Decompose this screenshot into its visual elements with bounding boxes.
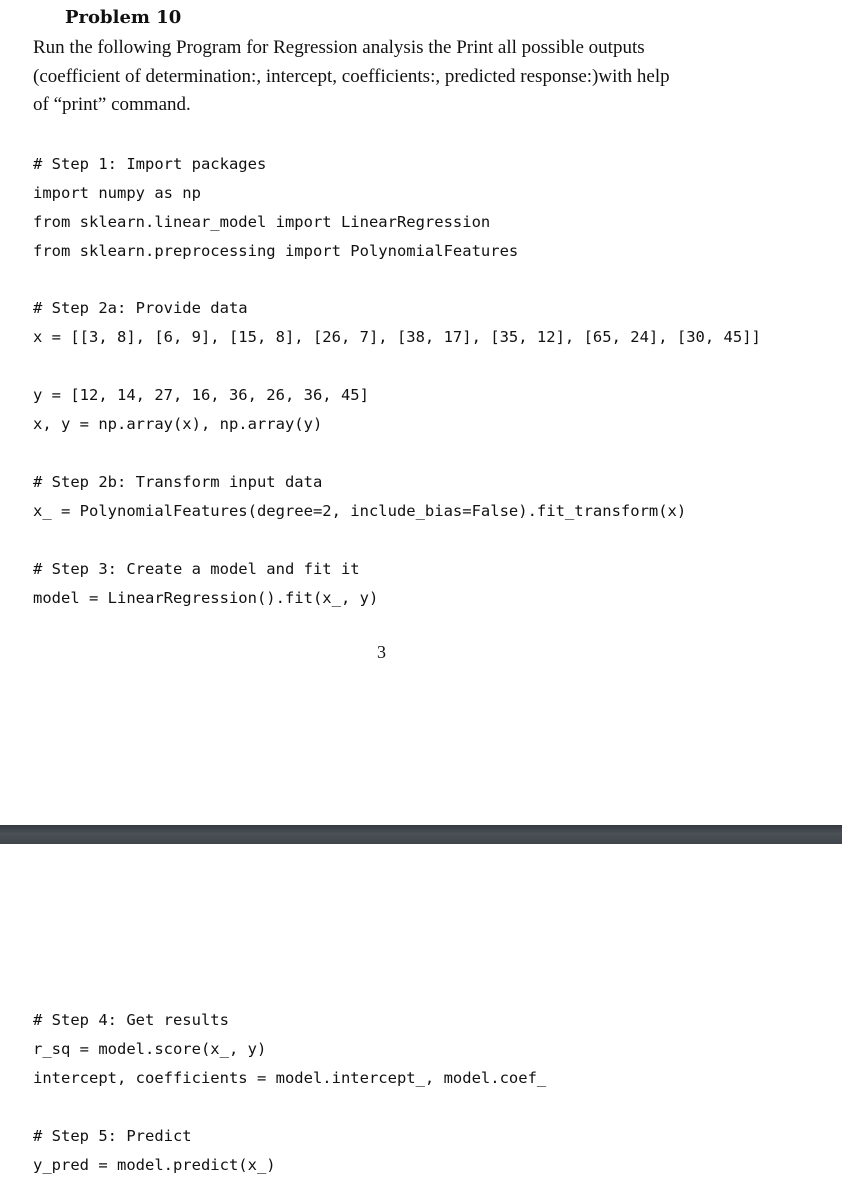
- page-bottom: [0, 844, 842, 1188]
- code-step2b: [33, 468, 686, 526]
- page-number: 3: [377, 642, 386, 662]
- code-comment: # Step 1: Import packages: [33, 155, 267, 173]
- code-line: model = LinearRegression().fit(x_, y): [33, 589, 379, 607]
- code-line: x_ = PolynomialFeatures(degree=2, include_bias=False).fit_transform(x): [33, 502, 687, 520]
- code-line: x = [[3, 8], [6, 9], [15, 8], [26, 7], [38, 17], [35, 12], [65, 24], [30, 45]]: [33, 328, 761, 346]
- code-step1: [33, 150, 518, 266]
- code-step4: [33, 1006, 546, 1093]
- code-line: intercept, coefficients = model.intercept_, model.coef_: [33, 1069, 547, 1087]
- code-line: y = [12, 14, 27, 16, 36, 26, 36, 45]: [33, 386, 369, 404]
- code-line: from sklearn.linear_model import LinearRegression: [33, 213, 491, 231]
- code-step2a: [33, 294, 761, 352]
- code-step2a-cont: [33, 381, 369, 439]
- code-comment: # Step 2a: Provide data: [33, 299, 248, 317]
- instruction-line: Run the following Program for Regression analysis the Print all possible outputs: [33, 37, 645, 58]
- code-line: r_sq = model.score(x_, y): [33, 1040, 267, 1058]
- page-separator: [0, 825, 842, 844]
- code-comment: # Step 2b: Transform input data: [33, 473, 323, 491]
- code-comment: # Step 4: Get results: [33, 1011, 229, 1029]
- code-step3: [33, 555, 378, 613]
- code-line: import numpy as np: [33, 184, 201, 202]
- instruction-line: (coefficient of determination:, intercept, coefficients:, predicted response:)with help: [33, 65, 670, 87]
- code-step5: [33, 1122, 276, 1180]
- code-line: from sklearn.preprocessing import PolynomialFeatures: [33, 242, 519, 260]
- code-comment: # Step 5: Predict: [33, 1127, 192, 1145]
- code-line: x, y = np.array(x), np.array(y): [33, 415, 323, 433]
- code-line: y_pred = model.predict(x_): [33, 1156, 276, 1174]
- instruction-line: of “print” command.: [33, 94, 191, 116]
- code-comment: # Step 3: Create a model and fit it: [33, 560, 360, 578]
- problem-instructions: [33, 34, 803, 120]
- problem-title: Problem 10: [65, 7, 182, 28]
